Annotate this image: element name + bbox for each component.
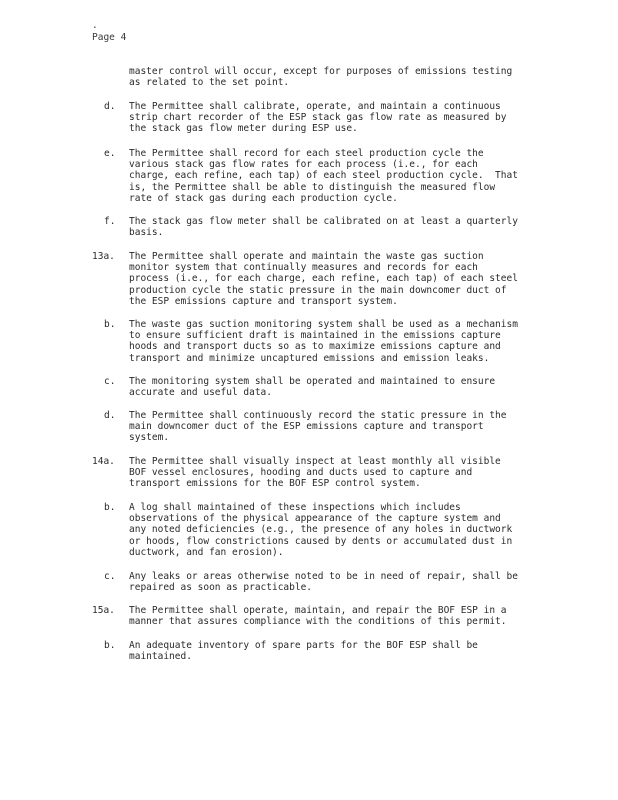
paragraph-text <box>129 66 549 88</box>
paragraph-text <box>129 640 549 662</box>
text-line: transport emissions for the BOF ESP control system. <box>129 478 421 490</box>
page-header <box>92 20 126 44</box>
item-label: b. <box>104 502 116 513</box>
text-line: transport and minimize uncaptured emissions and emission leaks. <box>129 352 490 364</box>
text-line: accurate and useful data. <box>129 387 272 399</box>
text-line: the ESP emissions capture and transport system. <box>129 295 398 307</box>
text-line: the stack gas flow meter during ESP use. <box>129 123 358 135</box>
item-label: f. <box>104 216 116 227</box>
item-label: 13a. <box>92 251 115 262</box>
item-label: b. <box>104 640 116 651</box>
paragraph-text <box>129 571 549 593</box>
text-line: is, the Permittee shall be able to distinguish the measured flow <box>129 181 496 193</box>
item-label: d. <box>104 101 116 112</box>
paragraph-text <box>129 251 549 307</box>
text-line: The Permittee shall visually inspect at least monthly all visible <box>129 456 501 467</box>
text-line: or hoods, flow constrictions caused by dents or accumulated dust in <box>129 535 513 547</box>
text-line: main downcomer duct of the ESP emissions capture and transport <box>129 421 484 433</box>
paragraph-text <box>129 101 549 135</box>
item-label: 15a. <box>92 605 115 616</box>
text-line: The Permittee shall operate, maintain, and repair the BOF ESP in a <box>129 605 507 616</box>
text-line: various stack gas flow rates for each process (i.e., for each <box>129 159 478 171</box>
text-line: The Permittee shall record for each steel production cycle the <box>129 148 484 159</box>
text-line: monitor system that continually measures and records for each <box>129 262 478 274</box>
text-line: manner that assures compliance with the conditions of this permit. <box>129 616 507 628</box>
text-line: basis. <box>129 227 164 239</box>
text-line: process (i.e., for each charge, each refine, each tap) of each steel <box>129 273 518 285</box>
item-label: e. <box>104 148 116 159</box>
item-label: b. <box>104 319 116 330</box>
text-line: charge, each refine, each tap) of each steel production cycle. That <box>129 170 518 182</box>
paragraph-text <box>129 502 549 558</box>
item-label: c. <box>104 571 116 582</box>
text-line: system. <box>129 432 170 444</box>
item-label: 14a. <box>92 456 115 467</box>
text-line: strip chart recorder of the ESP stack gas flow rate as measured by <box>129 112 507 124</box>
paragraph-text <box>129 410 549 444</box>
header-mark: . <box>92 20 98 31</box>
text-line: Any leaks or areas otherwise noted to be in need of repair, shall be <box>129 571 518 582</box>
text-line: master control will occur, except for purposes of emissions testing <box>129 66 513 77</box>
paragraph-text <box>129 216 549 238</box>
text-line: An adequate inventory of spare parts for the BOF ESP shall be <box>129 640 478 651</box>
page-number: Page 4 <box>92 32 127 43</box>
text-line: repaired as soon as practicable. <box>129 582 313 594</box>
item-label: c. <box>104 376 116 387</box>
text-line: A log shall maintained of these inspections which includes <box>129 502 461 513</box>
text-line: to ensure sufficient draft is maintained in the emissions capture <box>129 330 501 342</box>
text-line: any noted deficiencies (e.g., the presence of any holes in ductwork <box>129 524 513 536</box>
text-line: The monitoring system shall be operated and maintained to ensure <box>129 376 496 387</box>
text-line: The Permittee shall calibrate, operate, and maintain a continuous <box>129 101 501 112</box>
text-line: ductwork, and fan erosion). <box>129 546 284 558</box>
paragraph-text <box>129 605 549 627</box>
text-line: The waste gas suction monitoring system shall be used as a mechanism <box>129 319 518 330</box>
text-line: rate of stack gas during each production cycle. <box>129 192 398 204</box>
text-line: production cycle the static pressure in the main downcomer duct of <box>129 284 507 296</box>
text-line: BOF vessel enclosures, hooding and ducts used to capture and <box>129 467 473 479</box>
text-line: The Permittee shall continuously record the static pressure in the <box>129 410 507 421</box>
text-line: observations of the physical appearance of the capture system and <box>129 513 501 525</box>
text-line: as related to the set point. <box>129 77 290 89</box>
text-line: The stack gas flow meter shall be calibrated on at least a quarterly <box>129 216 518 227</box>
text-line: maintained. <box>129 651 192 663</box>
text-line: hoods and transport ducts so as to maximize emissions capture and <box>129 341 501 353</box>
paragraph-text <box>129 456 549 490</box>
text-line: The Permittee shall operate and maintain the waste gas suction <box>129 251 484 262</box>
paragraph-text <box>129 376 549 398</box>
paragraph-text <box>129 148 549 204</box>
paragraph-text <box>129 319 549 364</box>
item-label: d. <box>104 410 116 421</box>
